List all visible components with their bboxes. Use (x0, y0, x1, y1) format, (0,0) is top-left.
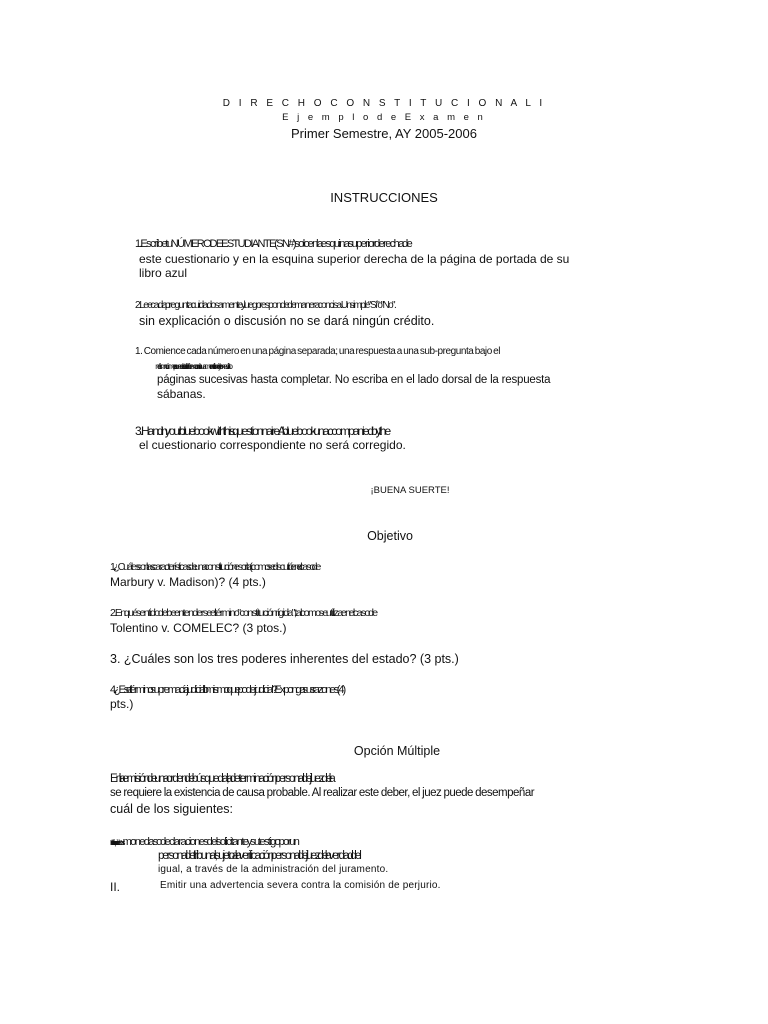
mc-option-1-line-2: personal del tribunal, sujeto a la verificación personal del juez de la verdad del (158, 850, 360, 862)
instruction-3-line-4: sábanas. (157, 387, 206, 401)
mc-intro-line-1: En la emisión de una orden de búsqueda, la determinación personal del juez de la (110, 773, 334, 785)
question-1-line-2: Marbury v. Madison)? (4 pts.) (110, 575, 266, 589)
mc-option-1-line-1 (110, 836, 298, 848)
mc-option-1-text: monedas o declaraciones del solicitante y su testigo por un (122, 836, 299, 848)
instruction-1-line-2: este cuestionario y en la esquina superior derecha de la página de portada de su (139, 252, 570, 266)
instruction-3-line-2: el mismo número puede estar debe formar continuamente el mismo y de inmediato (157, 362, 231, 371)
multiple-choice-heading: Opción Múltiple (353, 744, 441, 758)
question-4-line-2: pts.) (110, 697, 134, 711)
mc-option-1-prefix: Para fines de satisfacción de pruebas " (110, 840, 120, 847)
mc-option-2-number: II. (110, 880, 121, 894)
instructions-heading: INSTRUCCIONES (330, 190, 438, 205)
question-2-line-1: 2. En qué sentido debe entenderse el término "constitución rígida", tal como se utiliza en el caso de (110, 607, 377, 619)
mc-intro-line-2: se requiere la existencia de causa probable. Al realizar este deber, el juez puede desempeñar (110, 787, 535, 799)
question-3: 3. ¿Cuáles son los tres poderes inherentes del estado? (3 pts.) (110, 652, 459, 666)
question-4-line-1: 4. ¿Es el término supremacía judicial lo mismo que poder judicial? Exponga sus razones. (4) (110, 684, 345, 696)
instruction-1-line-1: 1. Escribe tu NÚMERO DE ESTUDIANTE (SN#) solo en la esquina superior derecha de (135, 238, 412, 250)
mc-option-2-text: Emitir una advertencia severa contra la comisión de perjurio. (160, 880, 441, 891)
instruction-3-line-1: 1. Comience cada número en una página separada; una respuesta a una sub-pregunta bajo el (135, 346, 501, 357)
instruction-2-line-1: 2. Lee cada pregunta cuidadosamente y luego responde de manera concisa. Un simple "Sí" o "No". (135, 300, 396, 311)
document-subtitle: E j e m p l o d e E x a m e n (282, 112, 486, 123)
instruction-1-line-3: libro azul (139, 266, 188, 280)
instruction-4-line-1: 3.Hand in your bluebook with this questionnaire. A bluebook unaccompanied by the (135, 424, 390, 438)
question-2-line-2: Tolentino v. COMELEC? (3 ptos.) (110, 621, 287, 635)
mc-option-1-line-3: igual, a través de la administración del juramento. (158, 864, 389, 875)
instruction-2-line-2: sin explicación o discusión no se dará ningún crédito. (139, 314, 435, 328)
semester-line: Primer Semestre, AY 2005-2006 (291, 126, 477, 141)
document-title: D I R E C H O C O N S T I T U C I O N A L I (222, 98, 546, 109)
question-1-line-1: 1. ¿Cuáles son las características de una constitución escrita (como se discutió en el caso de (110, 561, 320, 573)
mc-intro-line-3: cuál de los siguientes: (110, 802, 233, 816)
objective-heading: Objetivo (367, 529, 413, 543)
good-luck-text: ¡BUENA SUERTE! (370, 485, 450, 496)
instruction-4-line-2: el cuestionario correspondiente no será corregido. (139, 438, 406, 452)
instruction-3-line-3: páginas sucesivas hasta completar. No escriba en el lado dorsal de la respuesta (157, 374, 551, 386)
